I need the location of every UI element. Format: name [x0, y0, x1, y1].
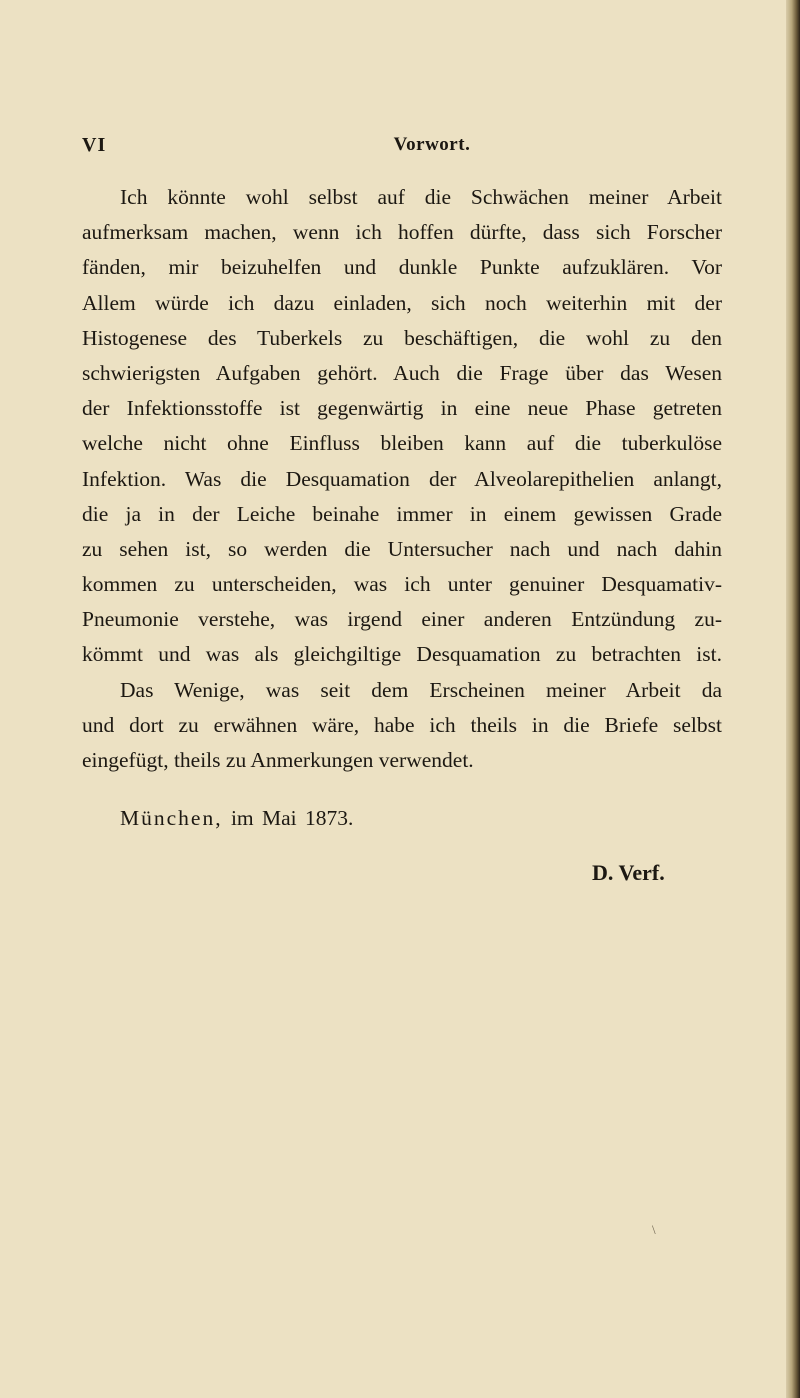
text-line: kömmt und was als gleichgiltige Desquamation zu betrachten ist.	[82, 642, 722, 667]
text-line: kommen zu unterscheiden, was ich unter genuiner Desquamativ-	[82, 572, 722, 597]
place: München,	[120, 806, 223, 830]
date: im Mai 1873.	[230, 806, 354, 830]
text-line: Ich könnte wohl selbst auf die Schwächen meiner Arbeit	[120, 185, 722, 209]
text-line: welche nicht ohne Einfluss bleiben kann auf die tuberkulöse	[82, 431, 722, 456]
stray-mark: \	[652, 1222, 656, 1237]
text-line: Histogenese des Tuberkels zu beschäftigen, die wohl zu den	[82, 325, 722, 350]
text-line: der Infektionsstoffe ist gegenwärtig in eine neue Phase getreten	[82, 396, 722, 421]
text-line: und dort zu erwähnen wäre, habe ich theils in die Briefe selbst	[82, 712, 722, 737]
text-line: zu sehen ist, so werden die Untersucher nach und nach dahin	[82, 536, 722, 561]
body-text	[82, 180, 722, 778]
text-line: fänden, mir beizuhelfen und dunkle Punkte aufzuklären. Vor	[82, 255, 722, 280]
text-line: die ja in der Leiche beinahe immer in einem gewissen Grade	[82, 501, 722, 526]
signature: D. Verf.	[592, 860, 665, 885]
text-line: Pneumonie verstehe, was irgend einer anderen Entzündung zu-	[82, 607, 722, 632]
page-header	[82, 134, 722, 164]
text-line: schwierigsten Aufgaben gehört. Auch die Frage über das Wesen	[82, 360, 722, 385]
text-line: Allem würde ich dazu einladen, sich noch weiterhin mit der	[82, 290, 722, 315]
page-number: VI	[82, 134, 107, 156]
text-line: aufmerksam machen, wenn ich hoffen dürfte, dass sich Forscher	[82, 220, 722, 245]
text-line: Das Wenige, was seit dem Erscheinen meiner Arbeit da	[120, 677, 722, 702]
place-and-date	[120, 806, 353, 831]
text-line: eingefügt, theils zu Anmerkungen verwendet.	[82, 748, 474, 772]
running-head: Vorwort.	[393, 134, 471, 155]
text-line: Infektion. Was die Desquamation der Alveolarepithelien anlangt,	[82, 466, 722, 491]
page-edge-shadow	[786, 0, 800, 1398]
paragraph-1	[82, 180, 722, 673]
paragraph-2	[82, 673, 722, 779]
